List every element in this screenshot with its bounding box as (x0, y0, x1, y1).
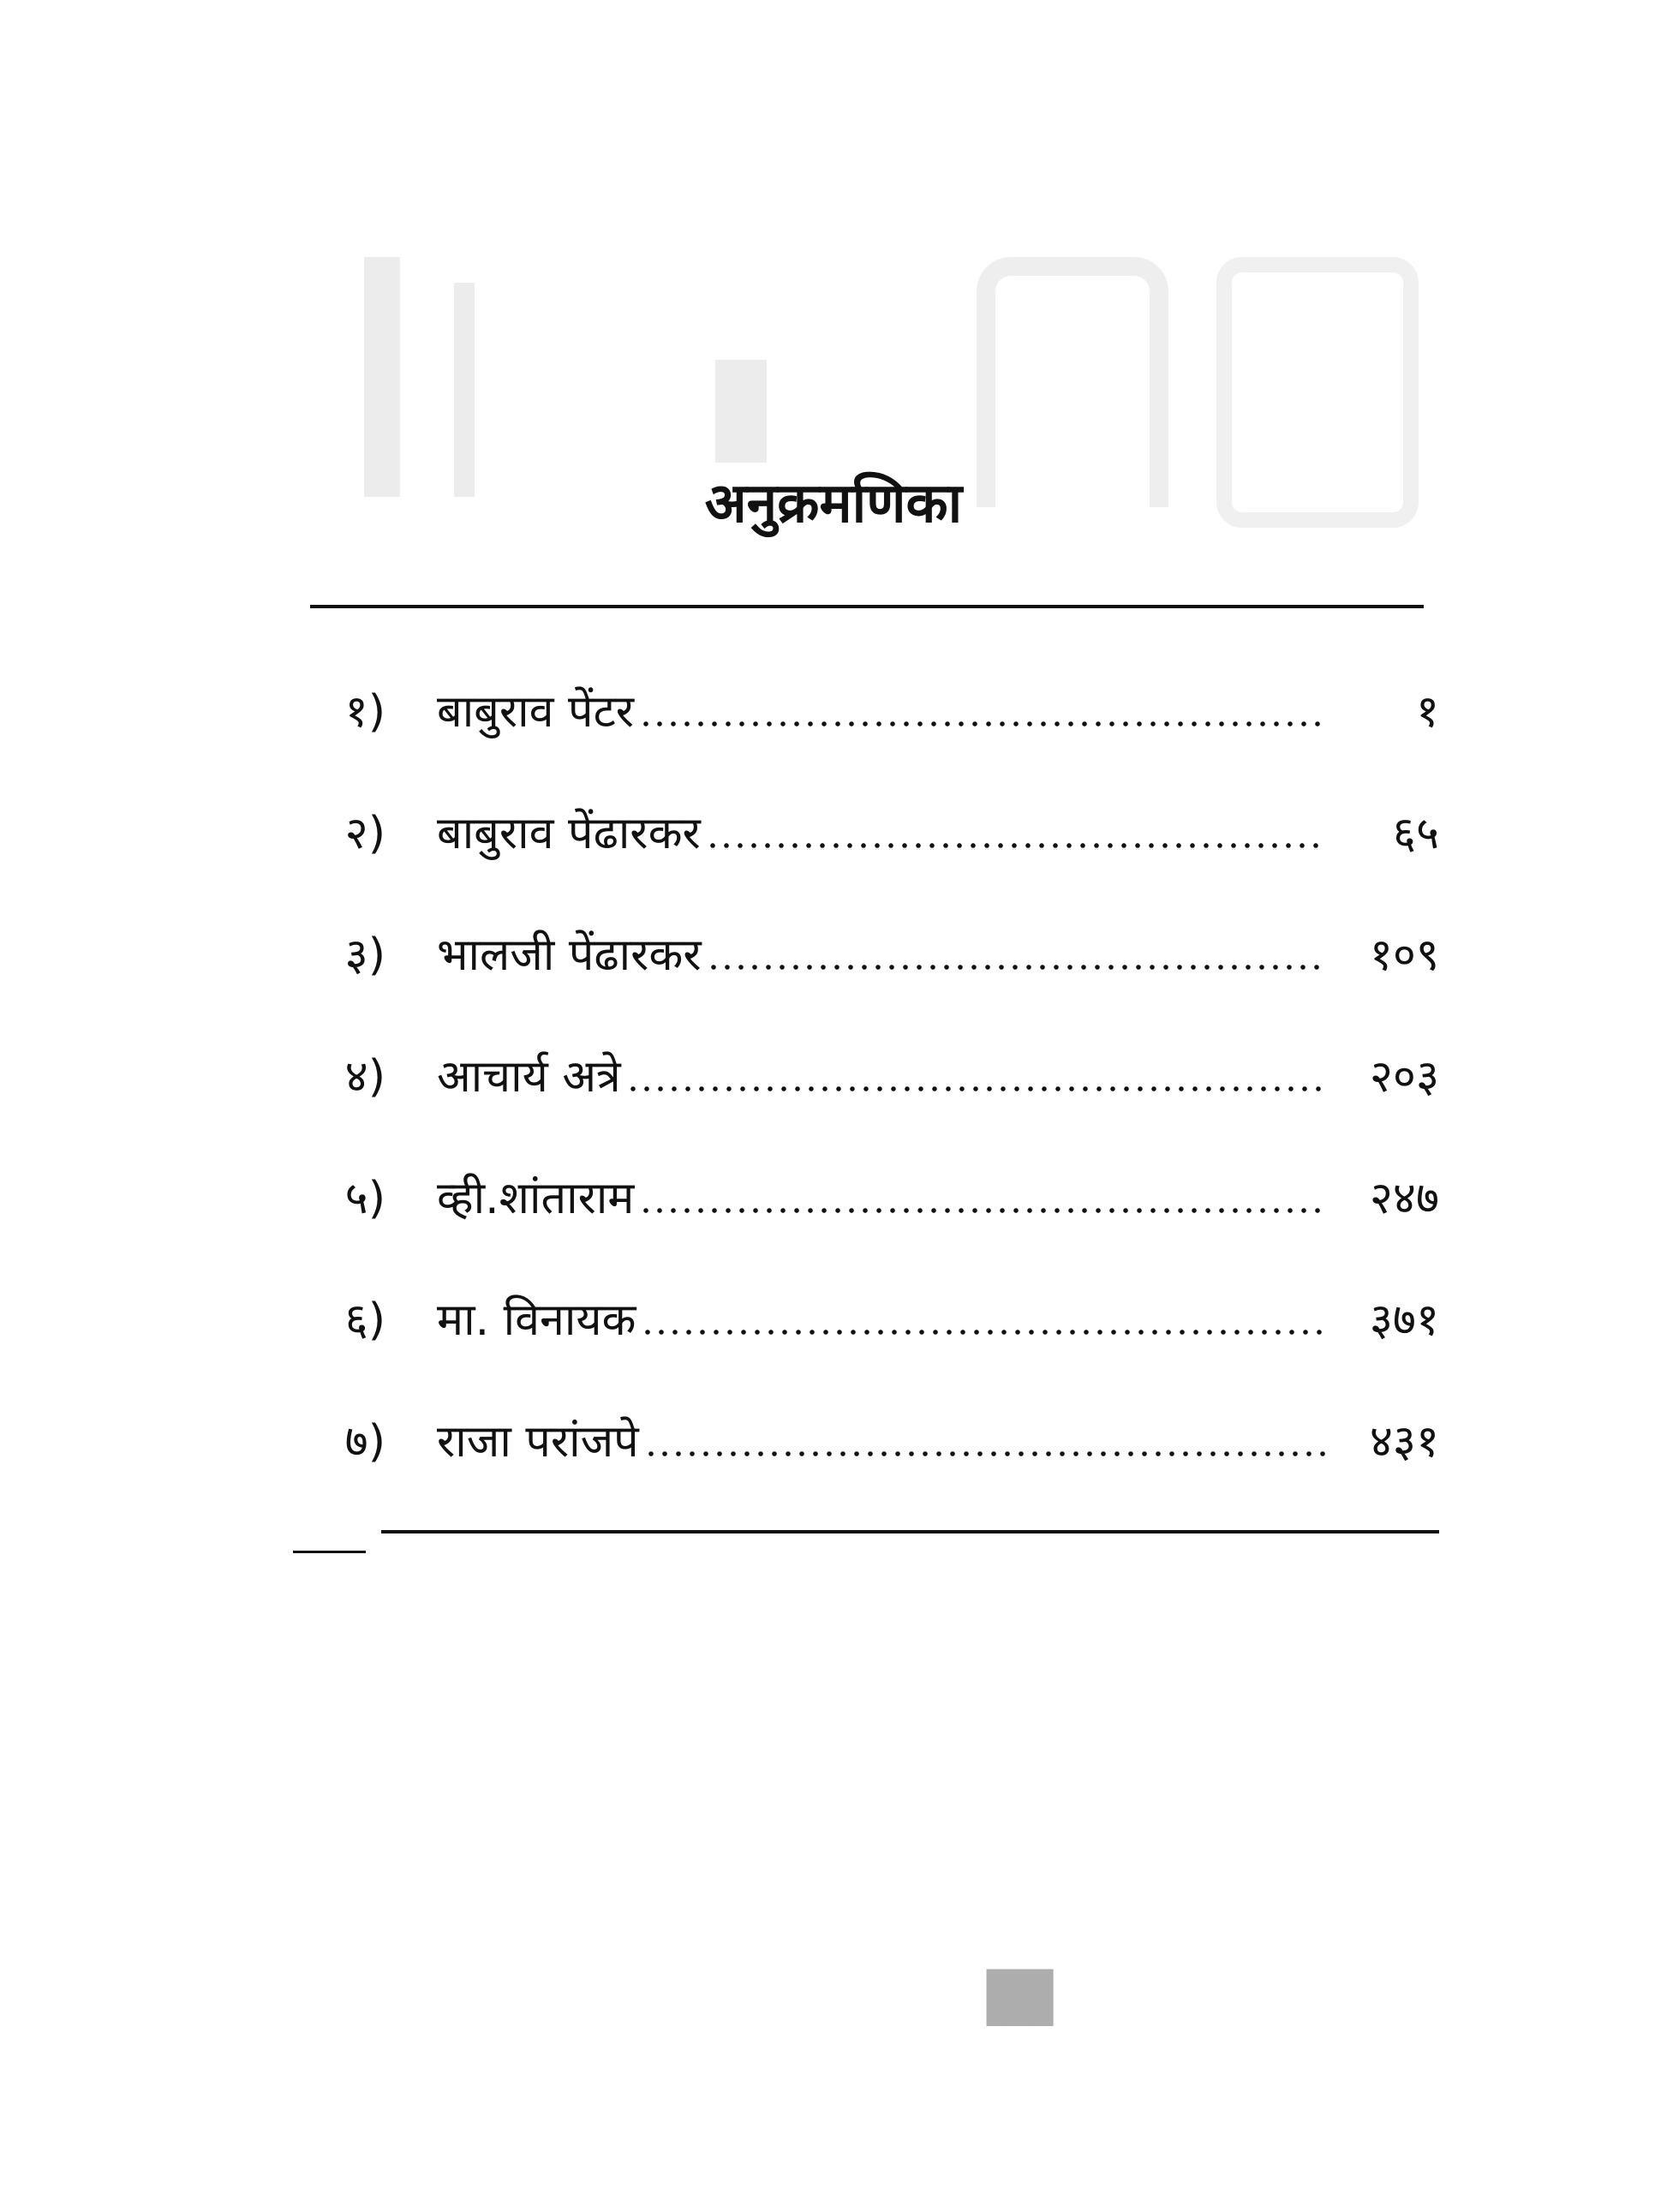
faint-stamp-mark: ▐█▌ (968, 1970, 1069, 2026)
entry-title: मा. विनायक (437, 1294, 636, 1346)
dot-leader (639, 719, 1326, 729)
top-divider (310, 605, 1424, 608)
dot-leader (639, 1205, 1326, 1216)
entry-number: ६) (344, 1294, 385, 1346)
toc-entry (291, 773, 1439, 894)
entry-title: आचार्य अत्रे (437, 1051, 621, 1103)
toc-entry (291, 1381, 1439, 1503)
entry-page-number: २४७ (1369, 1173, 1439, 1224)
entry-title: राजा परांजपे (437, 1416, 639, 1468)
page-title: अनुक्रमणिका (704, 472, 963, 535)
table-of-contents (291, 651, 1439, 1503)
entry-page-number: २०३ (1369, 1051, 1439, 1103)
dot-leader (706, 840, 1326, 851)
toc-entry (291, 894, 1439, 1016)
entry-number: १) (344, 686, 385, 738)
toc-entry (291, 1259, 1439, 1381)
entry-number: ७) (344, 1416, 385, 1468)
entry-title: बाबुराव पेंढारकर (437, 808, 701, 859)
entry-number: ५) (344, 1173, 385, 1224)
bleed-through-mark (715, 360, 767, 463)
entry-page-number: ३७१ (1369, 1294, 1439, 1346)
bleed-through-mark (364, 257, 400, 497)
bottom-divider (381, 1530, 1439, 1533)
entry-number: ३) (344, 930, 385, 981)
toc-entry (291, 651, 1439, 773)
entry-number: ४) (344, 1051, 385, 1103)
bottom-divider-short (293, 1551, 366, 1553)
entry-title: व्ही.शांताराम (437, 1173, 635, 1224)
dot-leader (707, 962, 1326, 972)
dot-leader (626, 1084, 1326, 1094)
toc-entry (291, 1138, 1439, 1259)
entry-title: भालजी पेंढारकर (437, 930, 702, 981)
dot-leader (644, 1449, 1326, 1459)
entry-page-number: ६५ (1392, 808, 1439, 859)
entry-page-number: १०९ (1369, 930, 1439, 981)
entry-title: बाबुराव पेंटर (437, 686, 635, 738)
toc-entry (291, 1016, 1439, 1138)
bleed-through-mark (454, 283, 475, 497)
entry-number: २) (344, 808, 385, 859)
entry-page-number: ४३१ (1369, 1416, 1439, 1468)
dot-leader (641, 1327, 1326, 1337)
entry-page-number: १ (1415, 686, 1439, 738)
